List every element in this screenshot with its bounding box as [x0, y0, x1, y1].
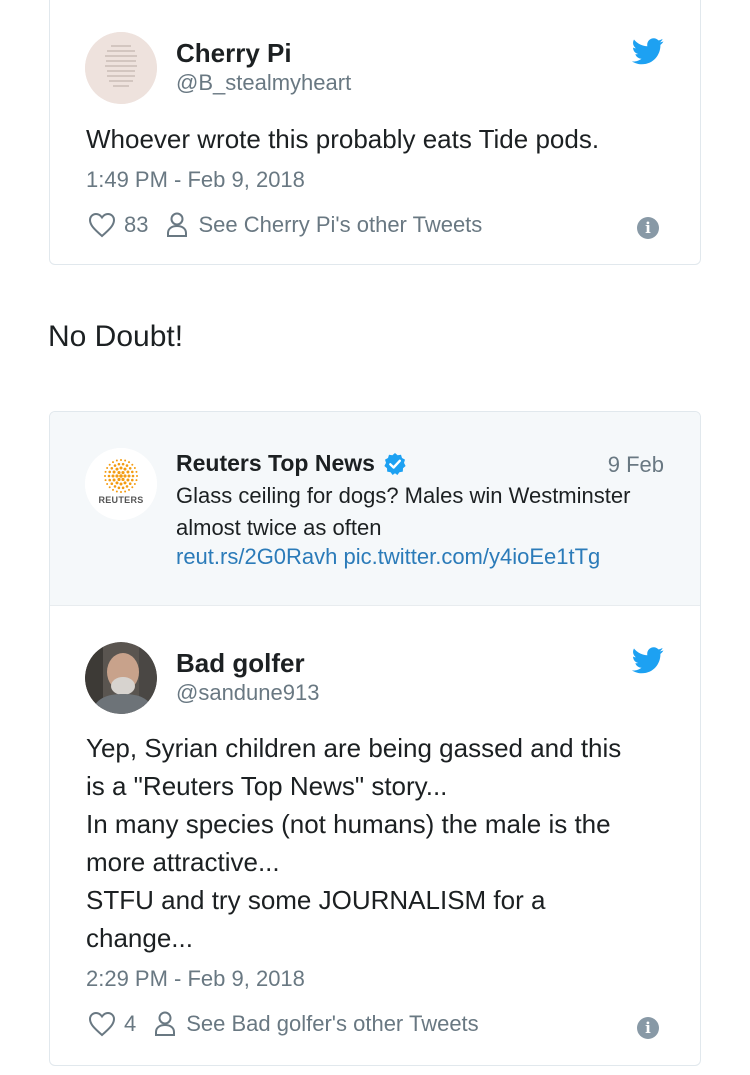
info-icon[interactable]: i [637, 1017, 659, 1039]
author-handle[interactable]: @B_stealmyheart [176, 70, 352, 95]
author-name[interactable]: Bad golfer [176, 648, 305, 678]
tweet-card-cherry-pi [49, 0, 701, 265]
quoted-date[interactable]: 9 Feb [607, 452, 664, 477]
tweet-text-line: STFU and try some JOURNALISM for a [86, 885, 546, 915]
tweet-text: Whoever wrote this probably eats Tide pods. [86, 124, 600, 154]
avatar-image [85, 32, 157, 104]
twitter-bird-icon[interactable] [632, 647, 664, 674]
quoted-author-name-text: Reuters Top News [176, 450, 375, 476]
tweet-text-line: is a "Reuters Top News" story... [86, 771, 448, 801]
avatar-image [85, 642, 157, 714]
see-other-tweets-link[interactable]: See Bad golfer's other Tweets [186, 1011, 479, 1036]
tweet-text-line: change... [86, 923, 193, 953]
reuters-logo[interactable] [85, 448, 157, 520]
quoted-author-name[interactable] [176, 450, 407, 477]
heart-icon[interactable] [88, 1011, 116, 1037]
author-handle[interactable]: @sandune913 [176, 680, 320, 705]
tweet-timestamp[interactable]: 2:29 PM - Feb 9, 2018 [86, 966, 305, 991]
like-count: 4 [124, 1011, 137, 1036]
info-icon[interactable]: i [637, 217, 659, 239]
tweet-actions [88, 212, 482, 238]
tweet-text-line: more attractive... [86, 847, 280, 877]
tweet-card-bad-golfer [49, 411, 701, 1066]
person-icon[interactable] [154, 1011, 176, 1037]
see-other-tweets-link[interactable]: See Cherry Pi's other Tweets [198, 212, 483, 237]
tweet-text-line: Yep, Syrian children are being gassed and this [86, 733, 622, 763]
between-text: No Doubt! [48, 320, 184, 353]
avatar[interactable] [85, 642, 157, 714]
tweet-text-line: In many species (not humans) the male is the [86, 809, 611, 839]
tweet-timestamp[interactable]: 1:49 PM - Feb 9, 2018 [86, 167, 305, 192]
avatar[interactable] [85, 32, 157, 104]
tweet-actions [88, 1011, 479, 1037]
heart-icon[interactable] [88, 212, 116, 238]
quoted-text: Glass ceiling for dogs? Males win Westminster almost twice as often [176, 483, 631, 540]
reuters-logo-icon [85, 448, 157, 520]
verified-badge-icon [383, 452, 407, 476]
person-icon[interactable] [166, 212, 188, 238]
quoted-tweet[interactable] [50, 412, 700, 606]
quoted-link[interactable]: reut.rs/2G0Ravh pic.twitter.com/y4ioEe1tTg [176, 544, 601, 569]
twitter-bird-icon[interactable] [632, 38, 664, 65]
tweet-text [86, 729, 696, 957]
reuters-logo-text: REUTERS [98, 495, 144, 505]
like-count: 83 [124, 212, 149, 237]
author-name[interactable]: Cherry Pi [176, 38, 292, 68]
